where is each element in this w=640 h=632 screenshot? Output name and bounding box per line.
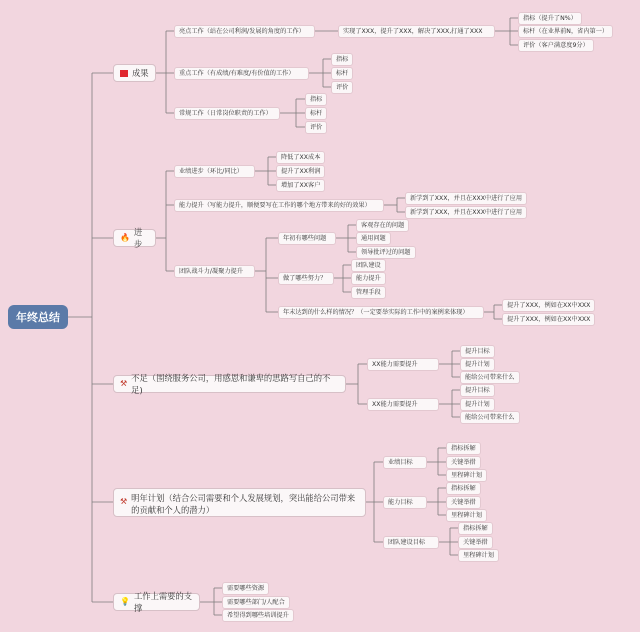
branch-achievement-label: 成果 xyxy=(132,68,149,78)
leaf-departments[interactable]: 需要哪些部门/人配合 xyxy=(222,596,290,609)
leaf-common-problems[interactable]: 通用问题 xyxy=(356,232,391,245)
leaf-year-end-2[interactable]: 提升了XXX，例如在XX中XXX xyxy=(502,313,595,326)
branch-shortfall-label: 不足（围绕服务公司，用感恩和谦卑的思路写自己的不足) xyxy=(131,373,331,395)
leaf-key-rating[interactable]: 评价 xyxy=(331,81,353,94)
leaf-team-building[interactable]: 团队建设 xyxy=(351,259,386,272)
leaf-criticized-problems[interactable]: 领导批评过的问题 xyxy=(356,246,416,259)
leaf-s2-goal[interactable]: 提升目标 xyxy=(460,384,495,397)
branch-shortfall[interactable] xyxy=(113,375,346,393)
leaf-team-breakdown[interactable]: 指标拆解 xyxy=(458,522,493,535)
fire-icon: 🔥 xyxy=(120,233,130,242)
branch-progress[interactable] xyxy=(113,229,156,247)
node-shortfall-ability-2[interactable]: XX能力需要提升 xyxy=(367,398,439,411)
node-shortfall-ability-1[interactable]: XX能力需要提升 xyxy=(367,358,439,371)
leaf-add-customers[interactable]: 增加了XX客户 xyxy=(276,179,325,192)
leaf-key-metric[interactable]: 指标 xyxy=(331,53,353,66)
node-highlight-work[interactable]: 亮点工作（站在公司利润/发展的角度的工作） xyxy=(174,25,315,38)
node-year-end-status[interactable]: 年末达到的什么样的情况？（一定要举实际的工作中的案例来体现） xyxy=(278,306,484,319)
branch-support-label: 工作上需要的支撑 xyxy=(133,591,193,613)
branch-achievement[interactable] xyxy=(113,64,156,82)
leaf-s1-goal[interactable]: 提升目标 xyxy=(460,345,495,358)
node-team-goal[interactable]: 团队建设目标 xyxy=(383,536,439,549)
branch-progress-label: 进步 xyxy=(133,227,143,249)
root-topic[interactable]: 年终总结 xyxy=(8,305,68,329)
leaf-training[interactable]: 希望得到哪些培训提升 xyxy=(222,609,294,622)
leaf-s1-value[interactable]: 能给公司带来什么 xyxy=(460,371,520,384)
leaf-perf-actions[interactable]: 关键举措 xyxy=(446,456,481,469)
leaf-perf-milestones[interactable]: 里程碑计划 xyxy=(446,469,487,482)
red-flag-icon xyxy=(120,70,128,77)
branch-next-year-plan[interactable] xyxy=(113,488,366,517)
leaf-s2-value[interactable]: 能给公司带来什么 xyxy=(460,411,520,424)
lightbulb-icon: 💡 xyxy=(120,597,130,606)
leaf-new-skill-1[interactable]: 新学到了XXX，并且在XXX中进行了应用 xyxy=(405,192,527,205)
leaf-perf-breakdown[interactable]: 指标拆解 xyxy=(446,442,481,455)
leaf-routine-benchmark[interactable]: 标杆 xyxy=(305,107,327,120)
leaf-s1-plan[interactable]: 提升计划 xyxy=(460,358,495,371)
leaf-ability-breakdown[interactable]: 指标拆解 xyxy=(446,482,481,495)
leaf-objective-problems[interactable]: 客观存在的问题 xyxy=(356,219,409,232)
node-key-work[interactable]: 重点工作（有成绩/有难度/有价值的工作） xyxy=(174,67,309,80)
leaf-resources[interactable]: 需要哪些资源 xyxy=(222,582,269,595)
leaf-reduce-cost[interactable]: 降低了XX成本 xyxy=(276,151,325,164)
node-team-strength[interactable]: 团队战斗力/凝聚力提升 xyxy=(174,265,255,278)
leaf-routine-rating[interactable]: 评价 xyxy=(305,121,327,134)
pickaxe-icon: ⚒ xyxy=(120,497,128,506)
pickaxe-icon: ⚒ xyxy=(120,379,128,388)
node-ability-improvement[interactable]: 能力提升（写能力提升，顺便要写在工作的哪个地方带来的好的效果） xyxy=(174,199,384,212)
node-business-progress[interactable]: 业绩进步（环比/同比） xyxy=(174,165,255,178)
leaf-team-actions[interactable]: 关键举措 xyxy=(458,536,493,549)
node-efforts[interactable]: 做了哪些努力？ xyxy=(278,272,334,285)
leaf-new-skill-2[interactable]: 新学到了XXX，并且在XXX中进行了应用 xyxy=(405,206,527,219)
leaf-team-milestones[interactable]: 里程碑计划 xyxy=(458,549,499,562)
branch-support[interactable] xyxy=(113,593,200,611)
node-routine-work[interactable]: 常规工作（日常岗位职责的工作） xyxy=(174,107,280,120)
leaf-highlight-benchmark[interactable]: 标杆（在业界前N，省内第一） xyxy=(518,25,613,38)
node-ability-goal[interactable]: 能力目标 xyxy=(383,496,427,509)
leaf-ability-actions[interactable]: 关键举措 xyxy=(446,496,481,509)
leaf-highlight-rating[interactable]: 评价（客户满意度9分） xyxy=(518,39,594,52)
node-performance-goal[interactable]: 业绩目标 xyxy=(383,456,427,469)
leaf-raise-profit[interactable]: 提升了XX利润 xyxy=(276,165,325,178)
node-highlight-detail[interactable]: 实现了XXX，提升了XXX，解决了XXX,打通了XXX xyxy=(338,25,495,38)
node-initial-problems[interactable]: 年初有哪些问题 xyxy=(278,232,336,245)
leaf-routine-metric[interactable]: 指标 xyxy=(305,93,327,106)
leaf-year-end-1[interactable]: 提升了XXX，例如在XX中XXX xyxy=(502,299,595,312)
leaf-ability-improve[interactable]: 能力提升 xyxy=(351,272,386,285)
leaf-key-benchmark[interactable]: 标杆 xyxy=(331,67,353,80)
leaf-ability-milestones[interactable]: 里程碑计划 xyxy=(446,509,487,522)
leaf-management[interactable]: 管理手段 xyxy=(351,286,386,299)
branch-plan-label: 明年计划（结合公司需要和个人发展规划，突出能给公司带来的贡献和个人的潜力） xyxy=(131,493,356,516)
leaf-highlight-metric[interactable]: 指标（提升了N%） xyxy=(518,12,582,25)
leaf-s2-plan[interactable]: 提升计划 xyxy=(460,398,495,411)
